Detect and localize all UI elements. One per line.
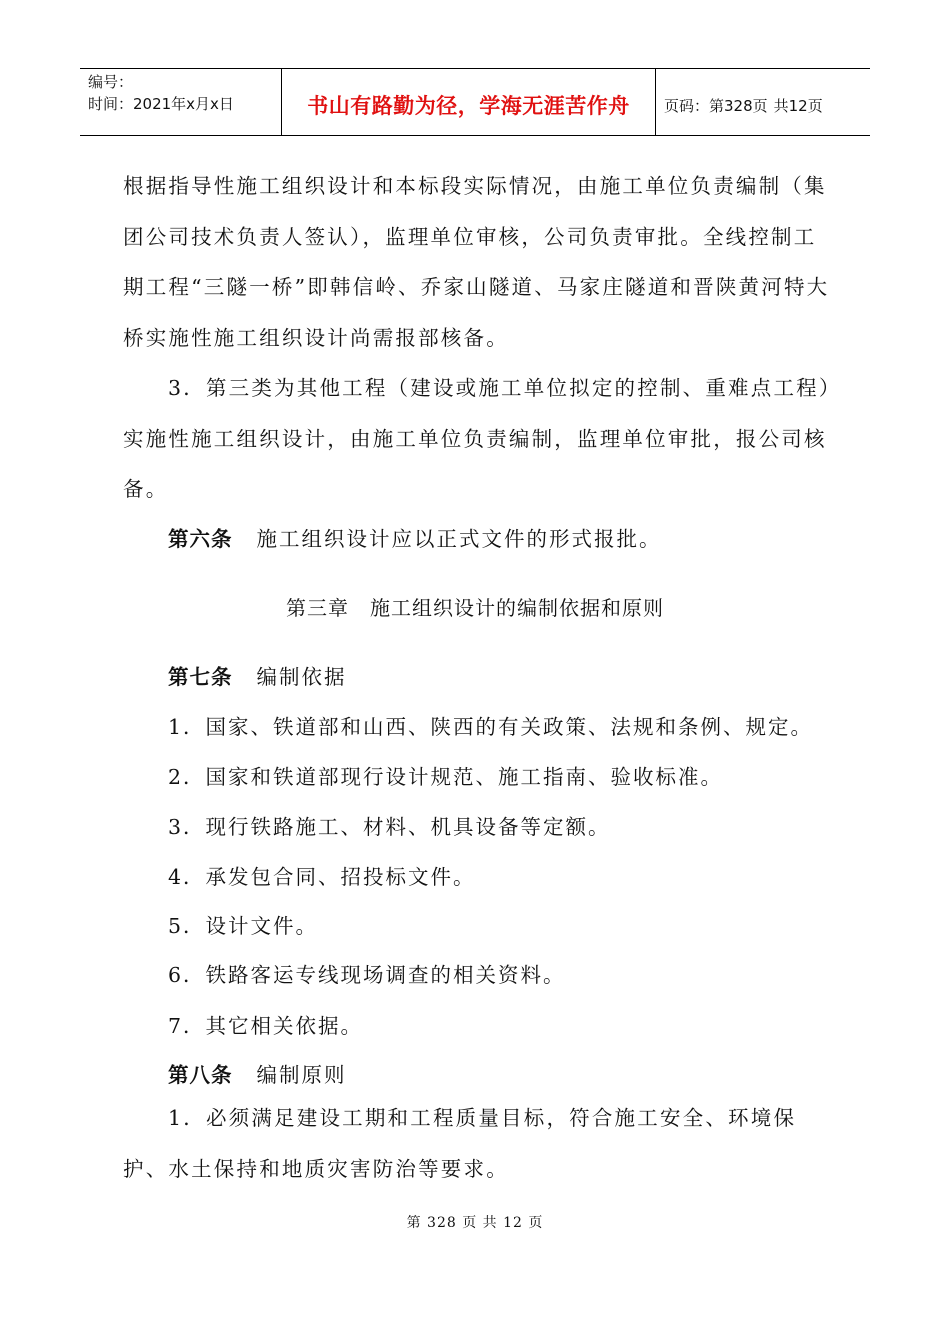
header-meta — [80, 69, 282, 135]
article-seven-title: 第七条 — [168, 665, 233, 689]
document-time-label: 时间：2021年x月x日 — [88, 95, 234, 113]
article-seven — [168, 660, 347, 690]
article-seven-text: 编制依据 — [256, 665, 347, 689]
paragraph-principle-one — [123, 1093, 833, 1194]
paragraph-text: 1．必须满足建设工期和工程质量目标，符合施工安全、环境保护、水土保持和地质灾害防治等要求。 — [123, 1106, 797, 1181]
list-item: 4．承发包合同、招投标文件。 — [168, 865, 476, 889]
chapter-heading: 第三章 施工组织设计的编制依据和原则 — [286, 596, 664, 620]
paragraph-category-three — [123, 363, 833, 515]
list-item: 5．设计文件。 — [168, 914, 319, 938]
list-item: 6．铁路客运专线现场调查的相关资料。 — [168, 963, 566, 987]
paragraph-approval-process — [123, 161, 833, 363]
paragraph-text: 根据指导性施工组织设计和本标段实际情况，由施工单位负责编制（集团公司技术负责人签认），监理单位审核，公司负责审批。全线控制工期工程“三隧一桥”即韩信岭、乔家山隧道、马家庄隧道和晋陕黄河特大桥实施性施工组织设计尚需报部核备。 — [123, 174, 830, 350]
page-footer: 第 328 页 共 12 页 — [406, 1215, 544, 1231]
article-eight-title: 第八条 — [168, 1063, 233, 1087]
list-item: 2．国家和铁道部现行设计规范、施工指南、验收标准。 — [168, 765, 724, 789]
list-item: 7．其它相关依据。 — [168, 1014, 364, 1038]
header-motto: 书山有路勤为径，学海无涯苦作舟 — [282, 69, 656, 135]
list-item: 3．现行铁路施工、材料、机具设备等定额。 — [168, 815, 611, 839]
list-item: 1．国家、铁道部和山西、陕西的有关政策、法规和条例、规定。 — [168, 715, 814, 739]
article-six — [168, 522, 662, 552]
article-eight-text: 编制原则 — [256, 1063, 347, 1087]
header-page-number: 页码：第328页 — [664, 96, 768, 115]
paragraph-text: 3．第三类为其他工程（建设或施工单位拟定的控制、重难点工程）实施性施工组织设计，由施工单位负责编制，监理单位审批，报公司核备。 — [123, 376, 832, 501]
document-number-label: 编号： — [88, 73, 134, 91]
article-six-title: 第六条 — [168, 527, 233, 551]
header-table — [80, 68, 870, 136]
header-page-total: 共12页 — [773, 96, 823, 115]
header-page-info — [656, 69, 870, 135]
article-eight — [168, 1058, 347, 1088]
article-six-text: 施工组织设计应以正式文件的形式报批。 — [256, 527, 662, 551]
